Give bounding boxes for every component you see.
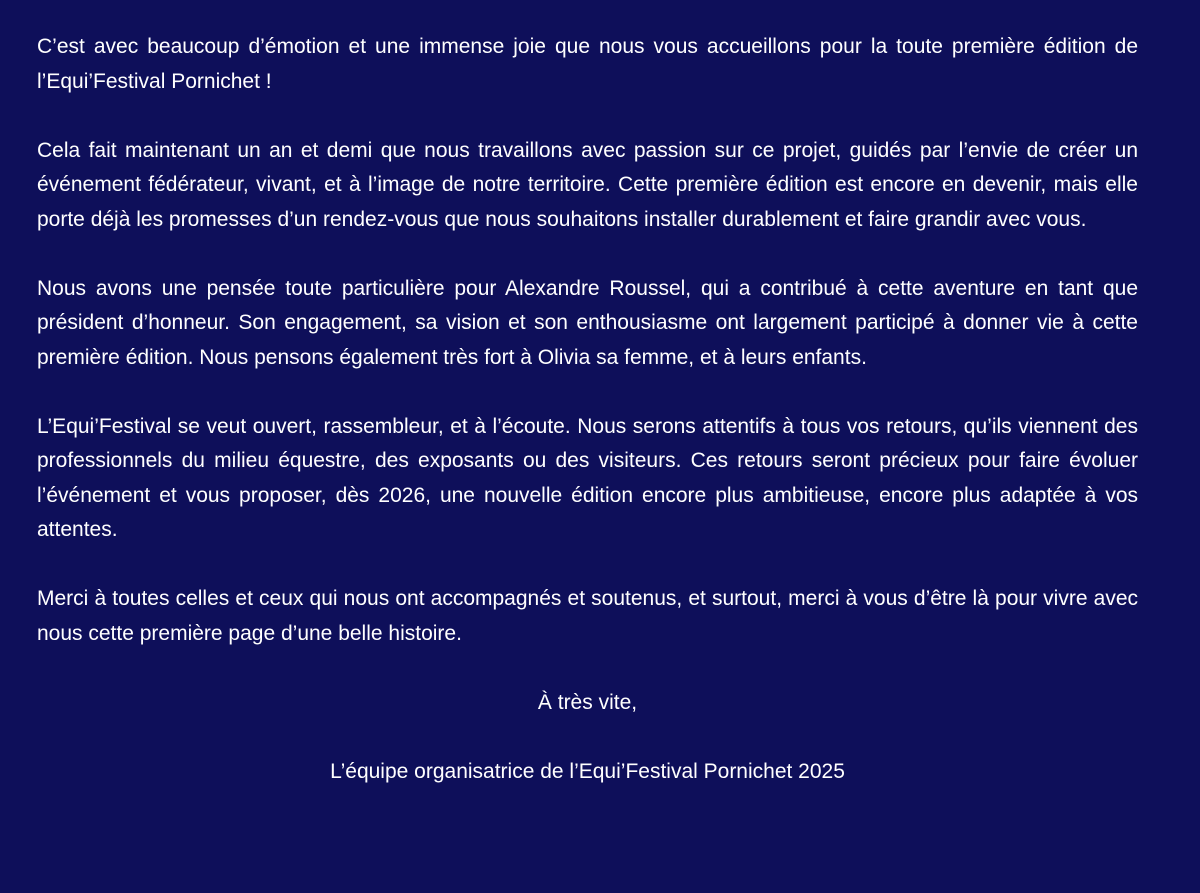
- paragraph-project: Cela fait maintenant un an et demi que nous travaillons avec passion sur ce projet, guidés par l’envie de créer un événement fédérateur, vivant, et à l’image de notre territoire. Cette première édition est encore en devenir, mais elle porte déjà les promesses d’un rendez-vous que nous souhaitons installer durablement et faire grandir avec vous.: [37, 138, 1138, 231]
- paragraph-welcome: C’est avec beaucoup d’émotion et une immense joie que nous vous accueillons pour la toute première édition de l’Equi’Festival Pornichet !: [37, 35, 1138, 93]
- signature-line: L’équipe organisatrice de l’Equi’Festival Pornichet 2025: [330, 759, 845, 783]
- paragraph-honorary-president: Nous avons une pensée toute particulière pour Alexandre Roussel, qui a contribué à cette aventure en tant que président d’honneur. Son engagement, sa vision et son enthousiasme ont largement participé à donner vie à cette première édition. Nous pensons également très fort à Olivia sa femme, et à leurs enfants.: [37, 276, 1138, 369]
- paragraph-feedback: L’Equi’Festival se veut ouvert, rassembleur, et à l’écoute. Nous serons attentifs à tous vos retours, qu’ils viennent des professionnels du milieu équestre, des exposants ou des visiteurs. Ces retours seront précieux pour faire évoluer l’événement et vous proposer, dès 2026, une nouvelle édition encore plus ambitieuse, encore plus adaptée à vos attentes.: [37, 414, 1138, 541]
- closing-line: À très vite,: [537, 690, 638, 714]
- paragraph-thanks: Merci à toutes celles et ceux qui nous ont accompagnés et soutenus, et surtout, merci à vous d’être là pour vivre avec nous cette première page d’une belle histoire.: [37, 587, 1138, 645]
